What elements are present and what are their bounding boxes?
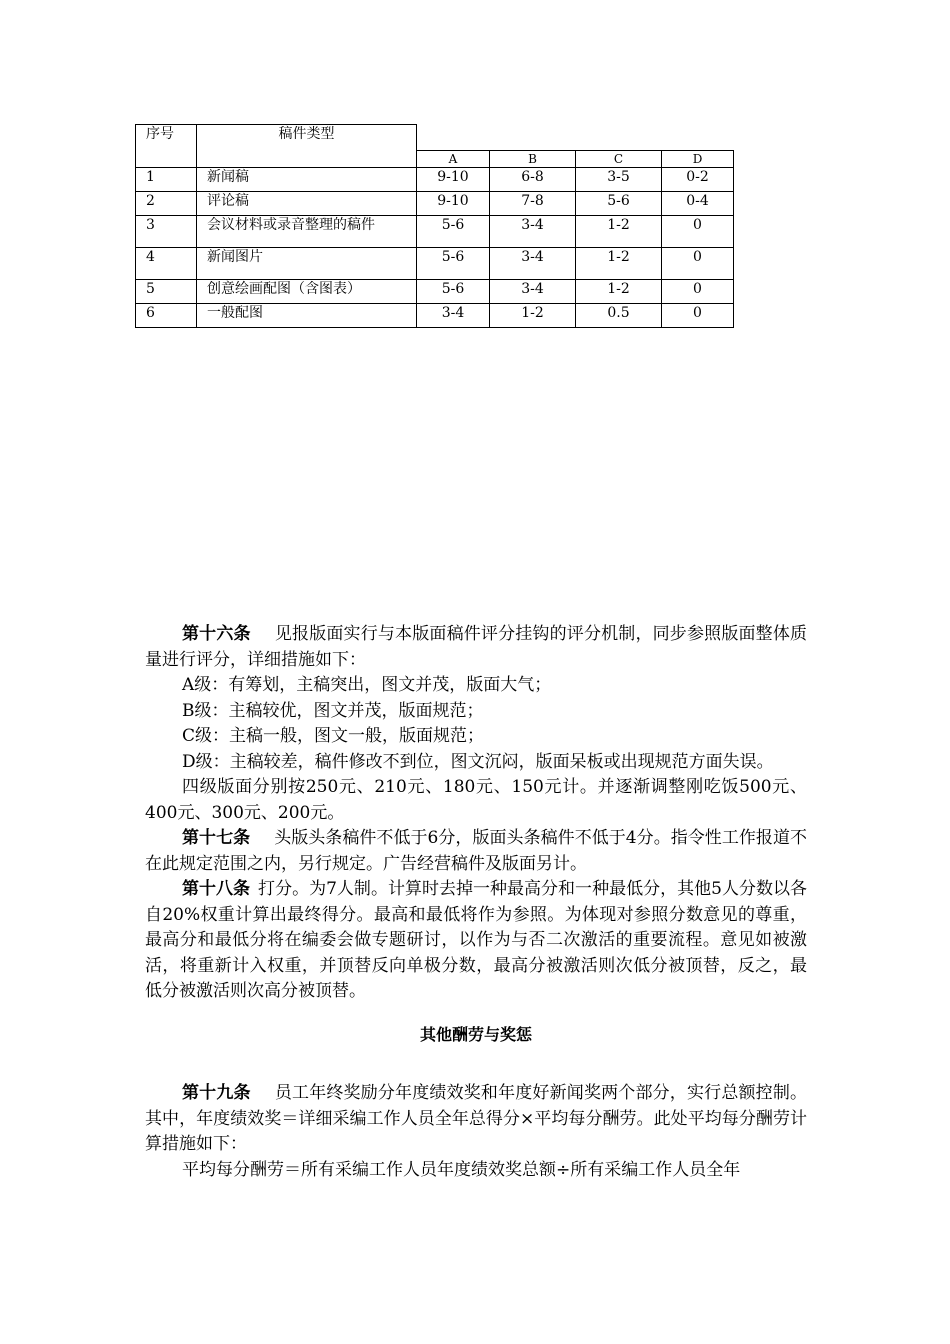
row-seq: 5: [136, 280, 197, 304]
table-row: [136, 168, 734, 192]
article-17-title: 第十七条: [182, 828, 251, 848]
row-grade-d: 0: [662, 304, 734, 328]
row-grade-d: 0: [662, 248, 734, 280]
row-grade-b: 3-4: [490, 280, 576, 304]
table-row: [136, 192, 734, 216]
row-grade-b: 3-4: [490, 216, 576, 248]
header-grade-a: A: [417, 151, 490, 168]
row-grade-b: 6-8: [490, 168, 576, 192]
row-type: 会议材料或录音整理的稿件: [197, 216, 417, 248]
row-type: 新闻图片: [197, 248, 417, 280]
row-grade-d: 0: [662, 280, 734, 304]
row-seq: 6: [136, 304, 197, 328]
row-seq: 3: [136, 216, 197, 248]
section-heading: 其他酬劳与奖惩: [419, 1024, 532, 1044]
table-row: [136, 304, 734, 328]
article-18-text: 打分。为7人制。计算时去掉一种最高分和一种最低分，其他5人分数以各自20%权重计算出最终得分。最高和最低将作为参照。为体现对参照分数意见的尊重，最高分和最低分将在编委会做专题研讨，以作为与否二次激活的重要流程。意见如被激活，将重新计入权重，并顶替反向单极分数，最高分被激活则次低分被顶替，反之，最低分被激活则次高分被顶替。: [145, 879, 807, 1001]
document-body: [145, 622, 807, 1183]
row-grade-a: 5-6: [417, 248, 490, 280]
header-grade-d: D: [662, 151, 734, 168]
article-16-text: 见报版面实行与本版面稿件评分挂钩的评分机制，同步参照版面整体质量进行评分，详细措施如下：: [145, 624, 808, 670]
row-grade-b: 1-2: [490, 304, 576, 328]
row-grade-c: 1-2: [576, 280, 662, 304]
table-row: [136, 248, 734, 280]
article-18-title: 第十八条: [182, 879, 251, 899]
header-grade-c: C: [576, 151, 662, 168]
article-19-title: 第十九条: [182, 1083, 251, 1103]
row-grade-c: 1-2: [576, 248, 662, 280]
row-grade-c: 5-6: [576, 192, 662, 216]
row-type: 一般配图: [197, 304, 417, 328]
row-type: 创意绘画配图（含图表）: [197, 280, 417, 304]
row-grade-d: 0-2: [662, 168, 734, 192]
table-header-row: [136, 125, 734, 151]
article-19-text: 员工年终奖励分年度绩效奖和年度好新闻奖两个部分，实行总额控制。其中，年度绩效奖＝详细采编工作人员全年总得分×平均每分酬劳。此处平均每分酬劳计算措施如下：: [145, 1083, 808, 1154]
score-table: [135, 124, 734, 328]
row-grade-d: 0: [662, 216, 734, 248]
row-grade-c: 0.5: [576, 304, 662, 328]
row-seq: 4: [136, 248, 197, 280]
article-17-text: 头版头条稿件不低于6分，版面头条稿件不低于4分。指令性工作报道不在此规定范围之内，另行规定。广告经营稿件及版面另计。: [145, 828, 807, 874]
grade-d-desc: D级：主稿较差，稿件修改不到位，图文沉闷，版面呆板或出现规范方面失误。: [182, 751, 774, 772]
row-grade-a: 5-6: [417, 280, 490, 304]
article-16: [145, 622, 807, 673]
article-18: [145, 877, 807, 1005]
article-16-title: 第十六条: [182, 624, 251, 644]
page-pay-desc: 四级版面分别按250元、210元、180元、150元计。并逐渐调整刚吃饭500元、400元、300元、200元。: [145, 777, 807, 823]
row-type: 新闻稿: [197, 168, 417, 192]
row-grade-a: 5-6: [417, 216, 490, 248]
row-grade-d: 0-4: [662, 192, 734, 216]
row-grade-a: 3-4: [417, 304, 490, 328]
article-19: [145, 1081, 807, 1158]
formula-text: 平均每分酬劳＝所有采编工作人员年度绩效奖总额÷所有采编工作人员全年: [182, 1159, 741, 1180]
header-grade-b: B: [490, 151, 576, 168]
grade-a-desc: A级：有筹划，主稿突出，图文并茂，版面大气；: [182, 675, 552, 695]
row-grade-c: 1-2: [576, 216, 662, 248]
row-seq: 2: [136, 192, 197, 216]
row-grade-b: 3-4: [490, 248, 576, 280]
row-grade-a: 9-10: [417, 192, 490, 216]
row-grade-c: 3-5: [576, 168, 662, 192]
grade-b-desc: B级：主稿较优，图文并茂，版面规范；: [182, 700, 484, 721]
header-type: 稿件类型: [197, 125, 417, 168]
row-type: 评论稿: [197, 192, 417, 216]
table-row: [136, 216, 734, 248]
row-grade-a: 9-10: [417, 168, 490, 192]
grade-c-desc: C级：主稿一般，图文一般，版面规范；: [182, 726, 485, 746]
row-grade-b: 7-8: [490, 192, 576, 216]
table-row: [136, 280, 734, 304]
row-seq: 1: [136, 168, 197, 192]
header-seq: 序号: [136, 125, 197, 168]
article-17: [145, 826, 807, 877]
